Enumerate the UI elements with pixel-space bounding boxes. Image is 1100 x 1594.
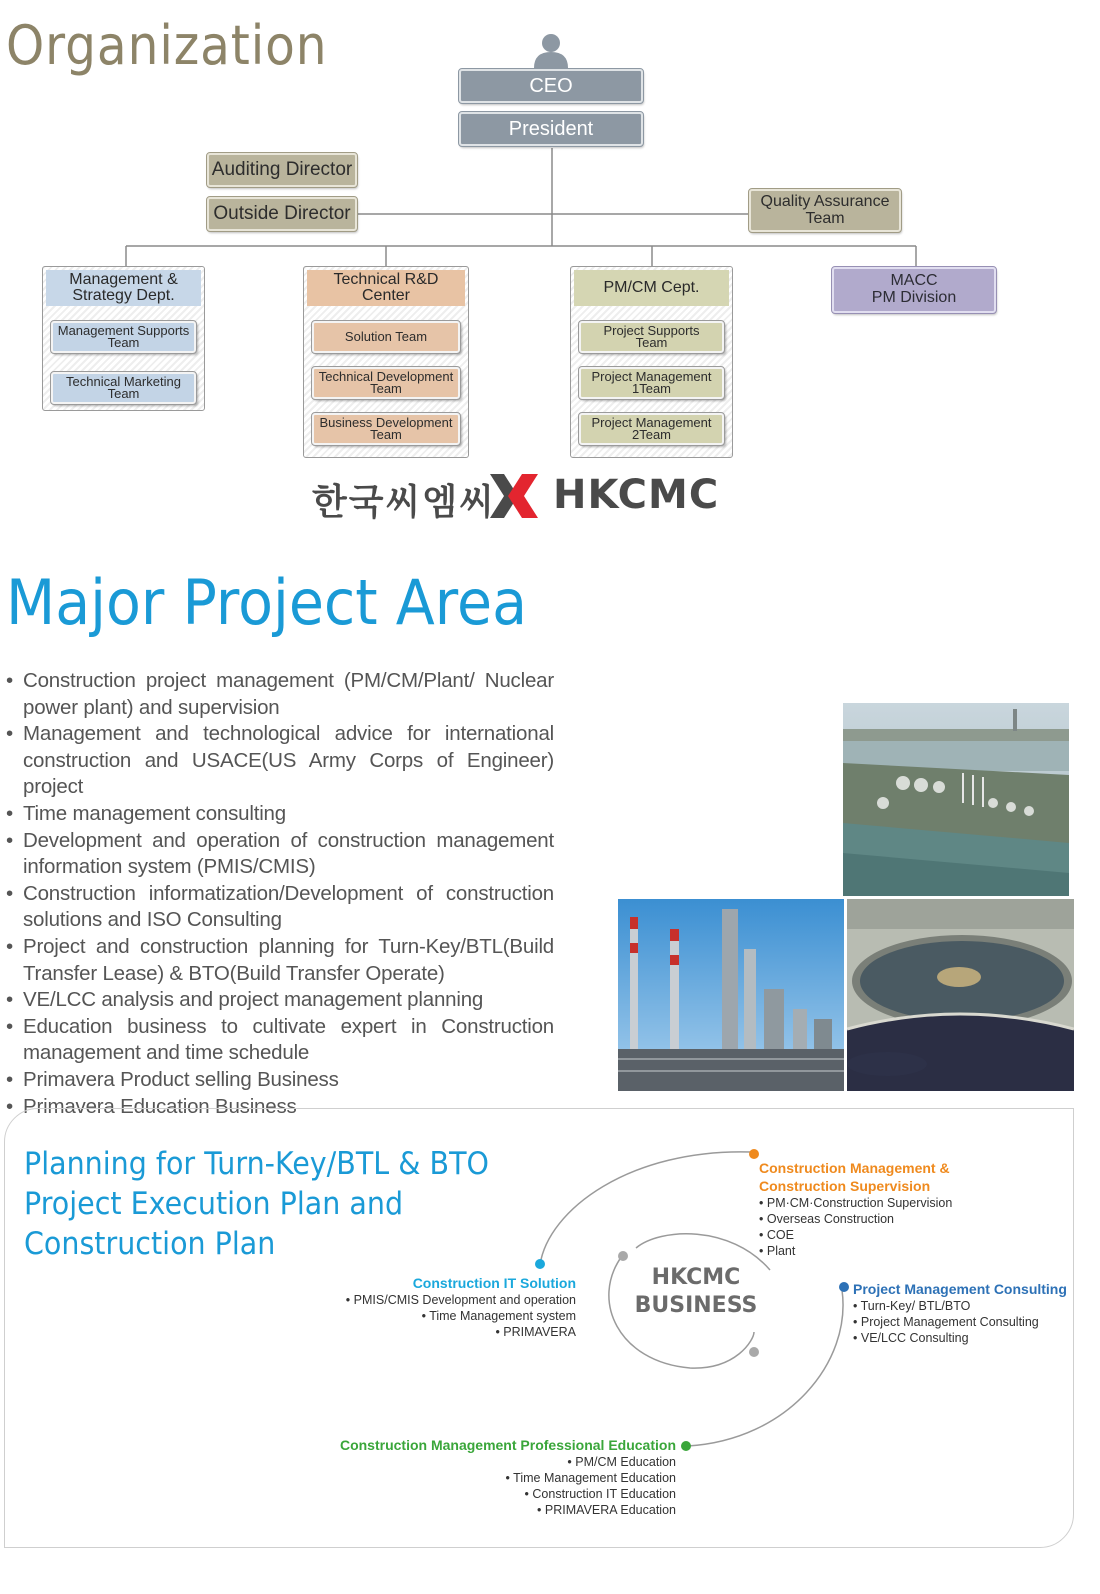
cm-title-line: Construction Management & (759, 1160, 950, 1176)
ceo-box: CEO (459, 69, 643, 103)
port-facility-photo (843, 703, 1069, 896)
it-solution-dot (535, 1259, 545, 1269)
list-item: • Construction project management (PM/CM/Plant/ Nuclear power plant) and supervision (6, 668, 554, 721)
list-item: • Time Management system (330, 1308, 576, 1324)
list-item: • COE (759, 1227, 999, 1243)
list-item: • Primavera Product selling Business (6, 1067, 554, 1094)
organization-title: Organization (6, 14, 328, 77)
quality-assurance-box (749, 189, 901, 232)
it-solution-block (330, 1274, 576, 1340)
ceo-person-icon (534, 34, 568, 68)
planning-title-line: Construction Plan (24, 1226, 276, 1262)
list-item: • Construction informatization/Development of construction solutions and ISO Consulting (6, 881, 554, 934)
list-item: • PM·CM·Construction Supervision (759, 1195, 999, 1211)
edu-list (300, 1454, 676, 1518)
list-item: • Overseas Construction (759, 1211, 999, 1227)
team-solution (312, 321, 460, 353)
hkcmc-business-center (614, 1264, 778, 1320)
it-list (330, 1292, 576, 1340)
cm-title (759, 1159, 999, 1195)
project-area-list (6, 668, 554, 1120)
list-item: • Development and operation of construction management information system (PMIS/CMIS) (6, 828, 554, 881)
pm-consulting-block (853, 1280, 1068, 1346)
logo-english: HKCMC (553, 472, 720, 518)
team-name-line: Business Development (319, 414, 453, 430)
dept-name-line: MACC (890, 272, 938, 290)
list-item: • Primavera Education Business (6, 1094, 554, 1121)
technical-rd-center (303, 266, 469, 458)
pmcm-dept (570, 266, 733, 458)
team-name-line: Project Management (591, 414, 712, 430)
dept-name-line: Technical R&D (333, 271, 439, 288)
dept-header (574, 270, 729, 306)
dept-name-line: Strategy Dept. (72, 287, 175, 304)
list-item: • Construction IT Education (300, 1486, 676, 1502)
inner-dot (618, 1251, 628, 1261)
list-item: • Management and technological advice for international construction and USACE(US Army Corps of Engineer) project (6, 721, 554, 801)
cm-list (759, 1195, 999, 1259)
list-item: • Turn-Key/ BTL/BTO (853, 1298, 1068, 1314)
center-line: BUSINESS (634, 1293, 758, 1318)
center-line: HKCMC (651, 1265, 741, 1290)
president-box: President (459, 112, 643, 146)
dept-name-line: Management & (69, 271, 178, 288)
team-name-line: 1Team (631, 381, 672, 396)
list-item: • Project Management Consulting (853, 1314, 1068, 1330)
team-technical-development (312, 367, 460, 399)
management-strategy-dept (42, 266, 205, 411)
team-name-line: Team (370, 381, 402, 396)
logo-korean: 한국씨엠씨 (312, 482, 496, 523)
planning-title-line: Planning for Turn-Key/BTL & BTO (24, 1146, 489, 1182)
list-item: • Plant (759, 1243, 999, 1259)
team-name-line: Team (107, 335, 140, 350)
inner-dot (749, 1347, 759, 1357)
major-project-area-title: Major Project Area (6, 566, 528, 639)
construction-management-block (759, 1159, 999, 1259)
list-item: • PRIMAVERA Education (300, 1502, 676, 1518)
construction-management-dot (749, 1149, 759, 1159)
team-name-line: Technical Development (318, 368, 454, 384)
auditing-director-box: Auditing Director (207, 153, 357, 187)
team-name-line: Project Supports (603, 322, 700, 338)
pmc-title: Project Management Consulting (853, 1281, 1067, 1297)
cm-title-line: Construction Supervision (759, 1178, 931, 1194)
education-block (300, 1436, 676, 1518)
list-item: • VE/LCC Consulting (853, 1330, 1068, 1346)
qa-line-1: Quality Assurance (760, 192, 890, 210)
list-item: • PRIMAVERA (330, 1324, 576, 1340)
team-name-line: Team (635, 335, 668, 350)
edu-title: Construction Management Professional Education (339, 1437, 676, 1453)
dept-name-line: PM Division (871, 289, 957, 306)
team-name-line: Technical Marketing (66, 373, 181, 389)
dept-name-line: Center (361, 287, 411, 304)
team-project-supports (579, 321, 724, 353)
team-project-management-2 (579, 413, 724, 445)
dept-name-line: PM/CM Cept. (603, 279, 700, 296)
list-item: • PMIS/CMIS Development and operation (330, 1292, 576, 1308)
list-item: • Project and construction planning for Turn-Key/BTL(Build Transfer Lease) & BTO(Build Transfer Operate) (6, 934, 554, 987)
team-business-development (312, 413, 460, 445)
it-title: Construction IT Solution (412, 1275, 576, 1291)
team-management-supports (51, 321, 196, 353)
team-name-line: Project Management (591, 368, 712, 384)
hkcmc-x-logo-icon (488, 470, 540, 522)
team-project-management-1 (579, 367, 724, 399)
team-technical-marketing (51, 372, 196, 404)
planning-title-line: Project Execution Plan and (24, 1186, 404, 1222)
refinery-photo (618, 899, 844, 1091)
list-item: • Time Management Education (300, 1470, 676, 1486)
macc-pm-division (832, 267, 996, 313)
qa-line-2: Team (805, 209, 845, 227)
water-treatment-photo (847, 899, 1074, 1091)
dept-header (307, 270, 465, 306)
list-item: • VE/LCC analysis and project management planning (6, 987, 554, 1014)
team-name-line: Team (107, 386, 140, 401)
dept-header (46, 270, 201, 306)
pmc-list (853, 1298, 1068, 1346)
team-name-line: Management Supports (57, 322, 190, 338)
list-item: • Time management consulting (6, 801, 554, 828)
outside-director-box: Outside Director (207, 197, 357, 231)
team-name-line: Solution Team (344, 328, 428, 344)
education-dot (681, 1441, 691, 1451)
team-name-line: Team (370, 427, 402, 442)
list-item: • Education business to cultivate expert in Construction management and time schedule (6, 1014, 554, 1067)
team-name-line: 2Team (631, 427, 672, 442)
pm-consulting-dot (839, 1282, 849, 1292)
list-item: • PM/CM Education (300, 1454, 676, 1470)
